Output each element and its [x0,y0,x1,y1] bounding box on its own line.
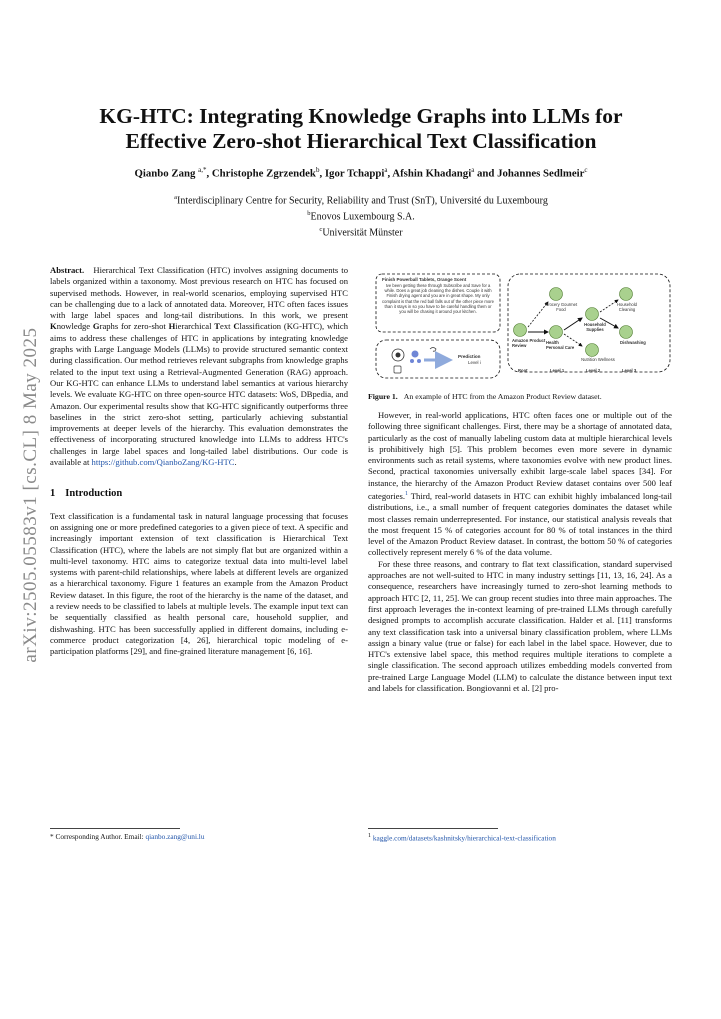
footnote-corresponding [50,832,348,841]
author-list [50,166,672,180]
affiliation-text: Enovos Luxembourg S.A. [310,211,415,223]
fig-level-label: Level 2 [586,368,601,373]
node-household-supplies [586,308,599,321]
section-heading [50,488,348,499]
node-dishwashing [620,326,633,339]
fig-node-label: Grocery Gourmet Food [544,302,578,313]
paragraph-text: However, in real-world applications, HTC often faces one or multiple out of the following three significant challenges. First, there may be a shortage of annotated data, particularly as the cost of manually labeling custom data at multiple hierarchical levels is prohibitively high [5]. This problem becomes even more severe in dynamic environments such as retail systems, where taxonomies evolve with new product lines. Second, practical taxonomies universally exhibit large-scale label spaces [34]. For instance, the hierarchy of the Amazon Product Review dataset contains over 500 leaf categories. [368,410,672,501]
fig-node-label: Household Cleaning [616,302,638,313]
abstract-text: lassification (KG-HTC), which aims to address these challenges of HTC in applications by integrating knowledge graphs with Large Language Models (LLMs) to provide structured semantic context during classification. Our method retrieves relevant subgraphs from knowledge graphs related to the input text using a Retrieval-Augmented Generation (RAG) approach. Our KG-HTC can enhance LLMs to understand label semantics at various hierarchy levels. We evaluate KG-HTC on three open-source HTC datasets: WoS, DBpedia, and Amazon. Our experimental results show that KG-HTC significantly outperforms three baselines in the strict zero-shot setting, particularly achieving substantial improvements at deeper levels of the hierarchy. This evaluation demonstrates the effectiveness of incorporating structured knowledge into LLMs to address HTC's challenges in large label spaces and long-tailed label distributions. Our code is available at [50,321,348,468]
abstract-acronym-letter: C [233,321,240,332]
affiliation-text: Interdisciplinary Centre for Security, Reliability and Trust (SnT), Université du Luxembourg [177,195,548,207]
right-column [368,410,672,694]
author-name: Christophe Zgrzendek [211,167,316,180]
author-affil-mark: a,* [198,166,207,174]
abstract-text: ext [220,321,234,332]
fig-node-label: Dishwashing [620,340,646,345]
abstract-text: Hierarchical Text Classification (HTC) involves assigning documents to labels organized within a taxonomy. Most previous research on HTC has focused on supervised methods. However, in real-world scenarios, employing supervised HTC can be challenging due to a lack of annotated data. Moreover, HTC often faces issues with large label spaces and long-tail distributions. In this work, we present [50,265,348,321]
fig-input-title: Finish Powerball Tablets, Orange Scent [382,277,467,282]
abstract-acronym-letter: T [214,321,221,332]
node-household-cleaning [620,288,633,301]
email-link[interactable]: qianbo.zang@uni.lu [145,832,205,841]
fig-prediction-level: Level i [468,360,481,365]
node-grocery [550,288,563,301]
author-separator: , [206,167,212,180]
fig-node-label: Health Personal Care [546,340,575,351]
author-affil-mark: c [584,166,588,174]
node-root [514,324,527,337]
fig-node-label: Nutrition Wellness [581,357,615,362]
abstract-acronym-letter: G [92,321,100,332]
paragraph-text: Third, real-world datasets in HTC can exhibit highly imbalanced long-tail distributions, i.e., a small number of frequent categories dominates the dataset while most classes remain underrepresented. For instance, our statistical analysis reveals that the most frequent 15 % of categories account for 80 % of total instances in the third level of the Amazon Product Review dataset. In contrast, the bottom 50 % of categories collectively represent merely 6 % of the data volume. [368,490,672,558]
abstract-acronym-letter: K [50,321,57,332]
affiliation-mark: b [307,209,311,217]
affiliation-mark: c [319,225,323,233]
fig-node-label: Amazon Product Review [512,338,546,349]
refresh-icon [430,348,436,352]
abstract-text: . [234,457,237,468]
author-separator: , [319,167,325,180]
affiliation-item [50,224,672,240]
paper-title [50,104,672,154]
arxiv-watermark [14,300,48,690]
fig-prediction-label: Prediction [458,354,481,359]
footnote-text: * Corresponding Author. Email: [50,832,146,841]
right-paragraph-2: For these three reasons, and contrary to flat text classification, standard supervised approaches are not well-suited to HTC in many industry settings [11, 13, 16, 24]. As a consequence, researchers have increasingly turned to zero-shot learning methods to approach HTC [2, 11, 25]. We can group recent studies into three main approaches. The first approach leverages the in-context learning of pre-trained LLMs through carefully designed prompts to accomplish accurate classification. Halder et al. [11] transforms any text classification task into a universal binary classification problem, where LLMs assign a binary value (true or false) for each label in the label space. However, due to HTC's extensive label space, this method requires multiple iterations to complete a single classification. The second approach utilizes embedding models converted from pre-trained Large Language Model (LLM) to calculate the distance between input text and labels for classification. Bongiovanni et al. [2] pro- [368,558,672,693]
title-line-2: Effective Zero-shot Hierarchical Text Classification [125,129,597,153]
fig-input-body: Ive been getting these through Subscribe and Save for a while. Does a great job cleaning the dishes. Couple it with Finish drying agent and you are in great shape. My only complaint is that the red ball falls out of the other piece more than it stays in so you have to be careful handling them or you will be chasing it around your kitchen. [382,283,494,315]
author-name: Qianbo Zang [134,167,196,180]
graph-icon [412,351,419,358]
affiliation-text: Universität Münster [322,226,403,238]
author-affil-mark: a [471,166,475,174]
section-number: 1 [50,488,56,500]
llm-icon-core [396,353,401,358]
author-name: Igor Tchappi [324,167,385,180]
title-line-1: KG-HTC: Integrating Knowledge Graphs into LLMs for [99,104,623,128]
document-icon [394,366,401,373]
code-link[interactable]: https://github.com/QianboZang/KG-HTC [91,457,235,468]
fig-level-label: Root [518,368,528,373]
section-title: Introduction [65,488,123,500]
abstract-label: Abstract. [50,265,85,275]
footnote-rule [368,828,498,829]
abstract-acronym-letter: H [168,321,176,332]
figure-caption-label: Figure 1. [368,392,398,401]
abstract-text: raphs for zero-shot [99,321,169,332]
affiliation-list [50,192,672,239]
footnote-kaggle [368,832,672,842]
affiliation-item [50,192,672,208]
intro-paragraph: Text classification is a fundamental task in natural language processing that focuses on assigning one or more predefined categories to a given piece of text. A specific and increasingly important extension of text classification is Hierarchical Text Classification (HTC), where the labels are not simply flat but are organized within a multi-level taxonomy. HTC aims to categorize textual data into multi-level label systems with parent-child relationships, where labels at different levels are organized as a hierarchical taxonomy. Figure 1 features an example from the Amazon Product Review dataset. In this figure, the root of the hierarchy is the name of the dataset, and a review needs to be classified to labels at multiple levels. The example input text can be sequentially classified as health personal care, household supplier, and dishwashing. HTC has been successfully applied in different domains, including e-commerce product categorization [4, 26], hierarchical topic modeling of e-participation platforms [29], and fine-grained literature management [6, 16]. [50,510,348,657]
affiliation-item [50,208,672,224]
fig-level-label: Level 1 [550,368,565,373]
figure-caption-text: An example of HTC from the Amazon Product Review dataset. [403,392,602,401]
footnote-mark[interactable]: 1 [404,491,408,498]
figure-caption [368,392,672,401]
arxiv-id: arXiv:2505.05583v1 [cs.CL] 8 May 2025 [20,327,41,663]
fig-level-label: Level 3 [622,368,637,373]
author-and: and [474,167,498,180]
figure-1 [368,272,672,380]
author-affil-mark: a [384,166,388,174]
abstract [50,265,348,468]
right-paragraph-1 [368,410,672,559]
affiliation-mark: a [174,194,178,201]
abstract-text: nowledge [56,321,93,332]
node-health [550,326,563,339]
abstract-text: ierarchical [175,321,215,332]
kaggle-link[interactable]: kaggle.com/datasets/kashnitsky/hierarchical-text-classification [372,833,556,843]
footnote-number: 1 [368,833,372,839]
author-affil-mark: b [315,166,320,174]
left-column [50,265,348,658]
author-separator: , [387,167,393,180]
author-name: Johannes Sedlmeir [497,167,585,180]
fig-node-label: Household Supplies [584,322,606,333]
footnote-rule [50,828,180,829]
node-nutrition [586,344,599,357]
author-name: Afshin Khadangi [392,167,472,180]
